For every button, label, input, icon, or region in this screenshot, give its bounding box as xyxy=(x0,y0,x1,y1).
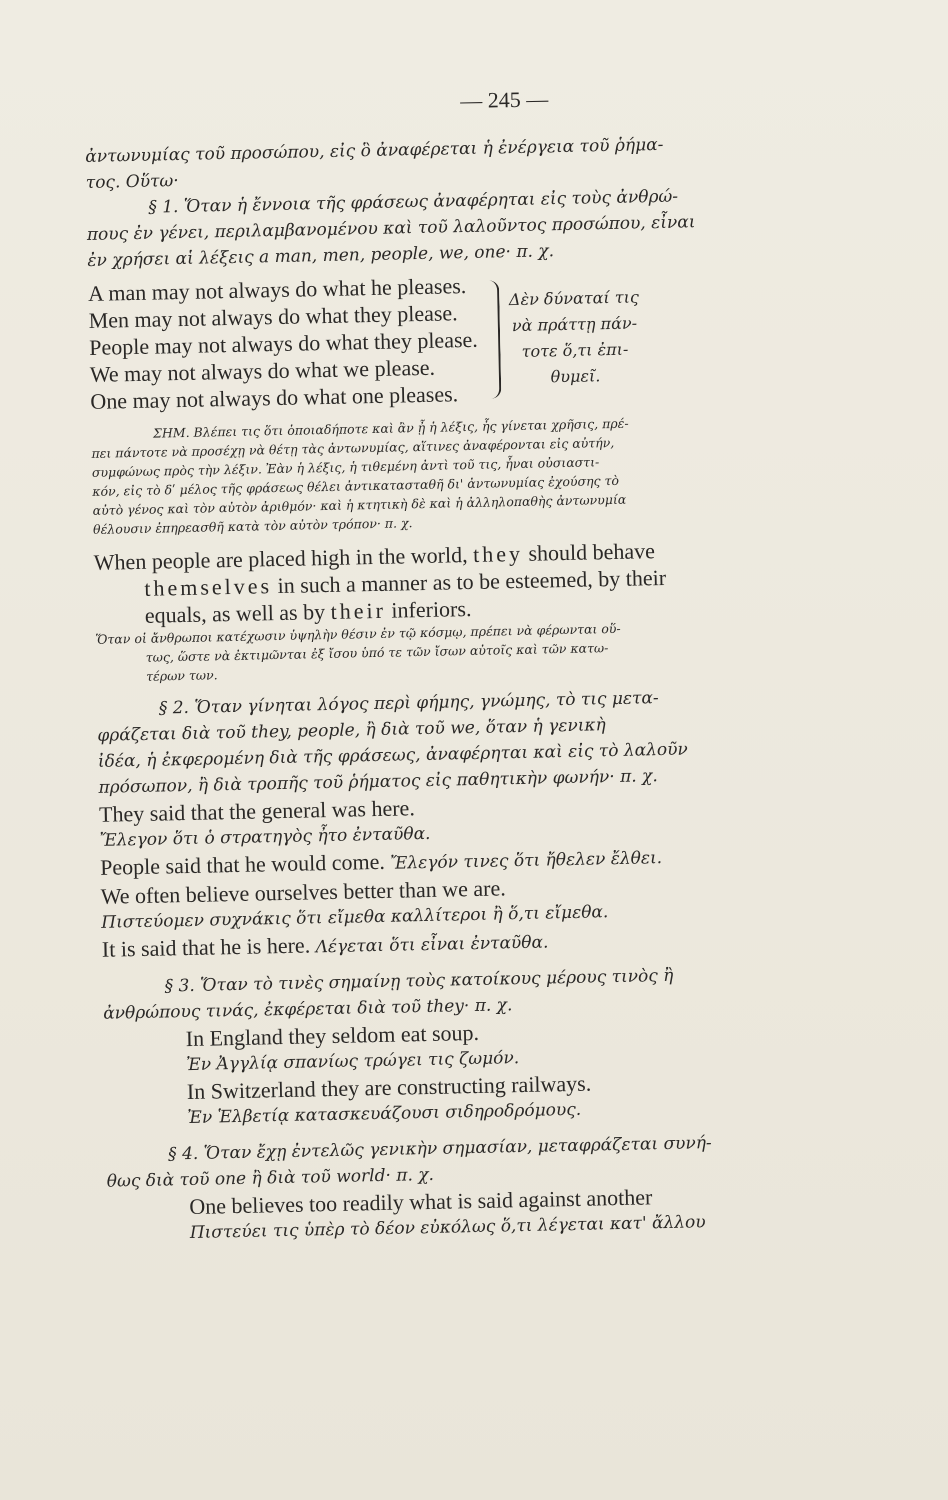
text-line: ἐν χρήσει αἱ λέξεις a man, men, people, we, one· π. χ. xyxy=(87,241,555,271)
page-content xyxy=(84,82,798,1248)
example-line: They said that the general was here. xyxy=(98,795,416,827)
text-span: inferiors. xyxy=(385,596,472,623)
translation-line: Ἐν Ἀγγλίᾳ σπανίως τρώγει τις ζωμόν. xyxy=(186,1048,520,1076)
high-example xyxy=(93,534,786,686)
english-span: People said that he would come. xyxy=(99,848,386,880)
emphasis-span: themselves xyxy=(144,573,273,601)
example-line: People may not always do what they please. xyxy=(89,326,479,360)
brace-divider xyxy=(481,280,501,398)
text-span: should behave xyxy=(522,538,656,566)
english-span: It is said that he is here. xyxy=(101,932,311,962)
text-line: ἰδέα, ἡ ἐκφερομένη διὰ τῆς φράσεως, ἀναφέρηται καὶ εἰς τὸ λαλοῦν xyxy=(97,739,688,772)
translation-line: τοτε ὅ,τι ἐπι- xyxy=(521,339,629,361)
section-2 xyxy=(97,682,792,964)
example-line: One believes too readily what is said against another xyxy=(189,1184,653,1220)
greek-translation xyxy=(509,284,641,391)
translation-line: Πιστεύει τις ὑπὲρ τὸ δέον εὐκόλως ὅ,τι λέγεται κατ' ἄλλου xyxy=(189,1212,706,1244)
note-block xyxy=(91,410,783,538)
section-1-heading: § 1. Ὅταν ἡ ἔννοια τῆς φράσεως ἀναφέρηται εἰς τοὺς ἀνθρώ- xyxy=(148,186,679,218)
section-4 xyxy=(106,1128,798,1247)
emphasis-span: their xyxy=(330,597,387,624)
example-line: We may not always do what we please. xyxy=(89,354,436,387)
translation-line: θυμεῖ. xyxy=(550,365,601,386)
example-line: In England they seldom eat soup. xyxy=(185,1019,480,1052)
text-span: equals, as well as by xyxy=(144,598,331,628)
text-line: ἀντωνυμίας τοῦ προσώπου, εἰς ὃ ἀναφέρεται ἡ ἐνέργεια τοῦ ῥήμα- xyxy=(85,134,664,167)
translation-line: Ἐν Ἑλβετίᾳ κατασκευάζουσι σιδηροδρόμους. xyxy=(187,1099,582,1129)
example-line: We often believe ourselves better than we are. xyxy=(100,875,506,909)
section-3-heading: § 3. Ὅταν τὸ τινὲς σημαίνῃ τοὺς κατοίκους μέρους τινὸς ἢ xyxy=(164,965,674,997)
example-line: Men may not always do what they please. xyxy=(88,300,458,333)
text-line: τος. Οὕτω· xyxy=(85,171,179,193)
text-line: πρόσωπον, ἢ διὰ τροπῆς τοῦ ῥήματος εἰς παθητικὴν φωνήν· π. χ. xyxy=(98,766,658,798)
translation-line: Ὅταν οἱ ἄνθρωποι κατέχωσιν ὑψηλὴν θέσιν ἐν τῷ κόσμῳ, πρέπει νὰ φέρωνται οὕ- xyxy=(95,620,621,647)
examples-block xyxy=(88,266,781,415)
text-span: in such a manner as to be esteemed, by their xyxy=(271,564,667,599)
text-span: When people are placed high in the world, xyxy=(93,541,474,575)
greek-span: Λέγεται ὅτι εἶναι ἐνταῦθα. xyxy=(310,932,549,958)
translation-line: Δὲν δύναταί τις xyxy=(508,286,640,309)
translation-line: τέρων των. xyxy=(146,667,218,684)
section-3 xyxy=(102,960,795,1132)
translation-line: νὰ πράττῃ πάν- xyxy=(511,312,638,335)
example-line: A man may not always do what he pleases. xyxy=(87,273,467,306)
translation-line: τως, ὥστε νὰ ἐκτιμῶνται ἐξ ἴσου ὑπό τε τῶν ἴσων αὐτοῖς καὶ τῶν κατω- xyxy=(145,640,609,665)
note-line: αὐτὸ γένος καὶ τὸν αὐτὸν ἀριθμόν· καὶ ἡ κτητικὴ δὲ καὶ ἡ ἀλληλοπαθὴς ἀντωνυμία xyxy=(92,491,627,518)
note-line: συμφώνως πρὸς τὴν λέξιν. Ἐὰν ἡ λέξις, ἡ τιθεμένη ἀντὶ τοῦ τις, ἦναι οὐσιαστι- xyxy=(91,454,600,480)
text-line: θως διὰ τοῦ one ἢ διὰ τοῦ world· π. χ. xyxy=(106,1164,435,1192)
note-line: πει πάντοτε νὰ προσέχῃ νὰ θέτῃ τὰς ἀντωνυμίας, αἵτινες ἀναφέρονται εἰς αὐτήν, xyxy=(91,434,615,461)
example-line: One may not always do what one pleases. xyxy=(90,381,459,414)
example-line: In Switzerland they are constructing railways. xyxy=(186,1070,592,1105)
page-number: — 245 — xyxy=(459,86,549,114)
greek-span: Ἔλεγόν τινες ὅτι ἤθελεν ἔλθει. xyxy=(384,848,663,874)
note-line: κόν, εἰς τὸ δʹ μέλος τῆς φράσεως θέλει ἀντικατασταθῆ δι' ἀντωνυμίας ἐχούσης τὸ xyxy=(92,472,620,499)
note-line: θέλουσιν ἐπηρεασθῆ κατὰ τὸν αὐτὸν τρόπον· π. χ. xyxy=(92,515,413,537)
translation-line: Πιστεύομεν συχνάκις ὅτι εἴμεθα καλλίτεροι ἢ ὅ,τι εἴμεθα. xyxy=(101,902,609,933)
text-line: ἀνθρώπους τινάς, ἐκφέρεται διὰ τοῦ they· π. χ. xyxy=(103,995,513,1024)
section-4-heading: § 4. Ὅταν ἔχῃ ἐντελῶς γενικὴν σημασίαν, μεταφράζεται συνή- xyxy=(167,1133,712,1165)
emphasis-span: they xyxy=(472,540,524,567)
text-line: πους ἐν γένει, περιλαμβανομένου καὶ τοῦ λαλοῦντος προσώπου, εἶναι xyxy=(86,212,696,245)
english-examples xyxy=(88,272,479,415)
translation-line: Ἔλεγον ὅτι ὁ στρατηγὸς ἦτο ἐνταῦθα. xyxy=(99,823,431,851)
note-line: ΣΗΜ. Βλέπει τις ὅτι ὁποιαδήποτε καὶ ἂν ᾖ ἡ λέξις, ἧς γίνεται χρῆσις, πρέ- xyxy=(152,415,629,441)
section-2-heading: § 2. Ὅταν γίνηται λόγος περὶ φήμης, γνώμης, τὸ τις μετα- xyxy=(158,688,659,719)
text-line: φράζεται διὰ τοῦ they, people, ἢ διὰ τοῦ we, ὅταν ἡ γενικὴ xyxy=(97,715,606,746)
